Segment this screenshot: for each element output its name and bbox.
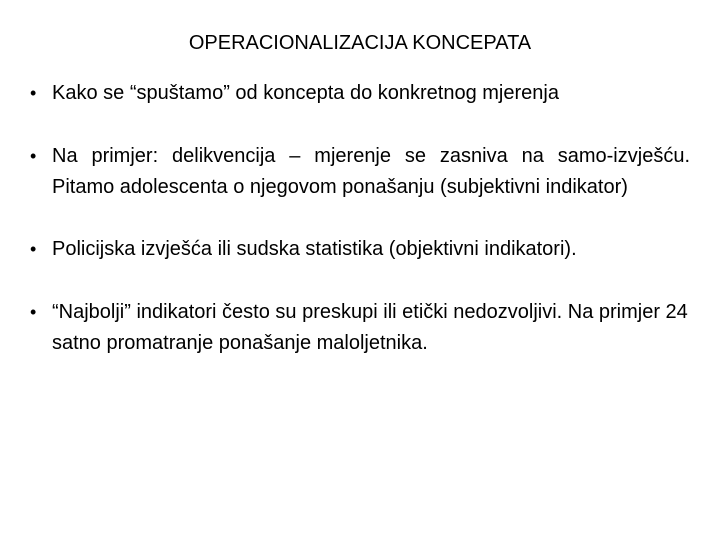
slide-title: OPERACIONALIZACIJA KONCEPATA xyxy=(188,32,532,54)
bullet-item xyxy=(30,234,690,265)
bullet-text: Na primjer: delikvencija – mjerenje se zasniva na samo-izvješću. Pitamo adolescenta o njegovom ponašanju (subjektivni indikator) xyxy=(52,145,690,198)
bullet-item xyxy=(30,78,690,109)
bullet-icon: • xyxy=(30,239,37,259)
bullet-item xyxy=(30,141,690,203)
bullet-text: Kako se “spuštamo” od koncepta do konkretnog mjerenja xyxy=(52,82,559,104)
bullet-list xyxy=(30,78,690,359)
bullet-icon: • xyxy=(30,83,37,103)
bullet-icon: • xyxy=(30,302,37,322)
bullet-text: “Najbolji” indikatori često su preskupi ili etički nedozvoljivi. Na primjer 24 satno promatranje ponašanje maloljetnika. xyxy=(52,301,688,354)
bullet-item xyxy=(30,297,690,359)
bullet-text: Policijska izvješća ili sudska statistika (objektivni indikatori). xyxy=(52,238,577,260)
bullet-icon: • xyxy=(30,146,37,166)
